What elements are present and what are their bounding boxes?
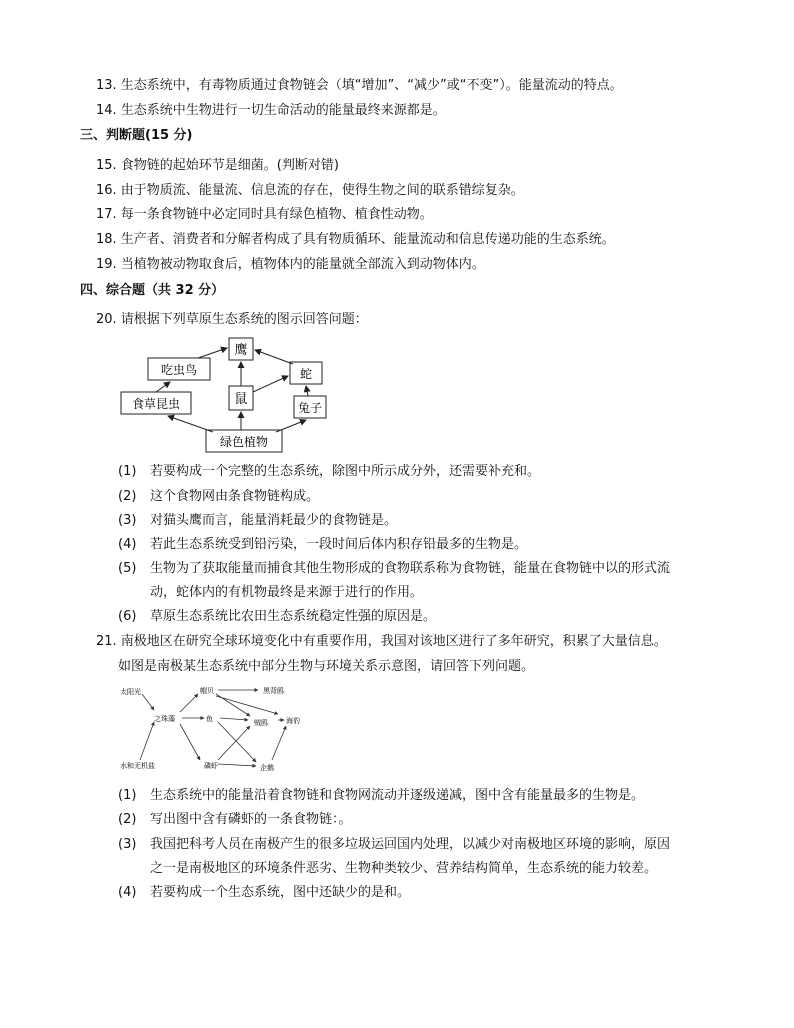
node-limpet: 帽贝 [200, 687, 214, 695]
question-15: 15. 食物链的起始环节是细菌。(判断对错) [96, 158, 339, 173]
q21-part-1: (1) 生态系统中的能量沿着食物链和食物网流动并逐级递减，图中含有能量最多的生物是。 [118, 788, 645, 803]
question-20: 20. 请根据下列草原生态系统的图示回答问题： [96, 312, 368, 327]
question-21-continued: 如图是南极某生态系统中部分生物与环境关系示意图，请回答下列问题。 [118, 659, 535, 674]
grassland-food-web-diagram [118, 334, 338, 456]
q21-part-3: (3) 我国把科考人员在南极产生的很多垃圾运回国内处理，以减少对南极地区环境的影响，原因 [118, 837, 671, 852]
q20-part-3: (3) 对猫头鹰而言，能量消耗最少的食物链是。 [118, 513, 398, 528]
q20-part-5-continued: 动，蛇体内的有机物最终是来源于进行的作用。 [150, 585, 424, 600]
question-13: 13. 生态系统中，有毒物质通过食物链会（填“增加”、“减少”或“不变”）。能量流动的特点。 [96, 78, 623, 93]
node-krill: 磷虾 [204, 762, 218, 770]
node-rabbit: 兔子 [297, 401, 323, 415]
question-17: 17. 每一条食物链中必定同时具有绿色植物、植食性动物。 [96, 207, 433, 222]
question-14: 14. 生态系统中生物进行一切生命活动的能量最终来源都是。 [96, 103, 446, 118]
node-fish: 鱼 [206, 715, 213, 723]
node-mouse: 鼠 [234, 392, 248, 407]
node-skua: 贼鸥 [254, 719, 268, 727]
q20-part-1: (1) 若要构成一个完整的生态系统，除图中所示成分外，还需要补充和。 [118, 464, 541, 479]
q20-part-2: (2) 这个食物网由条食物链构成。 [118, 489, 320, 504]
q20-part-5: (5) 生物为了获取能量而捕食其他生物形成的食物联系称为食物链，能量在食物链中以的形式流 [118, 561, 671, 576]
q20-part-6: (6) 草原生态系统比农田生态系统稳定性强的原因是。 [118, 609, 437, 624]
node-eagle: 鹰 [234, 343, 248, 358]
question-18: 18. 生产者、消费者和分解者构成了具有物质循环、能量流动和信息传递功能的生态系统。 [96, 232, 615, 247]
q21-part-2: (2) 写出图中含有磷虾的一条食物链：。 [118, 812, 352, 827]
node-black-backed-gull: 黑背鸥 [263, 687, 284, 695]
question-19: 19. 当植物被动物取食后，植物体内的能量就全部流入到动物体内。 [96, 257, 485, 272]
node-sunlight: 太阳光 [120, 688, 141, 696]
question-21: 21. 南极地区在研究全球环境变化中有重要作用，我国对该地区进行了多年研究，积累了大量信息。 [96, 634, 667, 649]
node-herbivorous-insect: 食草昆虫 [131, 397, 181, 411]
question-16: 16. 由于物质流、能量流、信息流的存在，使得生物之间的联系错综复杂。 [96, 183, 524, 198]
node-water-minerals: 水和无机盐 [120, 762, 155, 770]
node-snake: 蛇 [299, 367, 313, 381]
q21-part-4: (4) 若要构成一个生态系统，图中还缺少的是和。 [118, 885, 411, 900]
q21-part-3-continued: 之一是南极地区的环境条件恶劣、生物种类较少、营养结构简单，生态系统的能力较差。 [150, 861, 658, 876]
antarctic-ecosystem-diagram [118, 680, 318, 776]
section-heading-judgment: 三、判断题(15 分) [80, 128, 193, 143]
section-heading-comprehensive: 四、综合题（共 32 分） [80, 283, 225, 298]
node-algae: 之珠藻 [154, 715, 175, 723]
node-penguin: 企鹅 [260, 764, 274, 772]
node-green-plants: 绿色植物 [219, 435, 269, 449]
node-seal: 海豹 [286, 717, 300, 725]
node-insect-eating-bird: 吃虫鸟 [160, 363, 198, 377]
q20-part-4: (4) 若此生态系统受到铅污染，一段时间后体内积存铅最多的生物是。 [118, 537, 528, 552]
